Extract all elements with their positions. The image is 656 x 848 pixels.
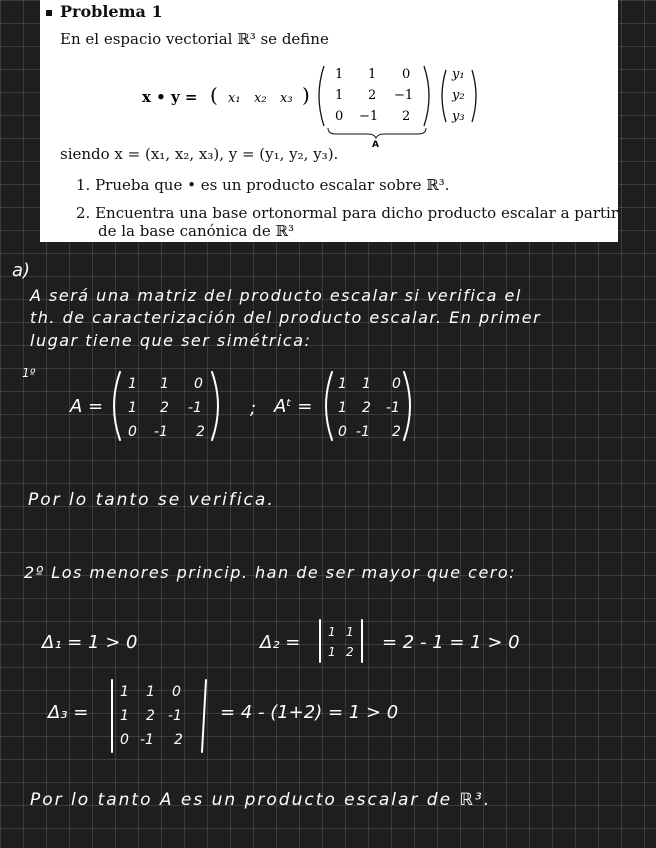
d2-cell: 1: [346, 625, 354, 639]
d3-cell: 1: [120, 708, 129, 724]
note-line-3: lugar tiene que ser simétrica:: [30, 331, 312, 350]
matrix-cell: 1: [368, 67, 377, 82]
bullet-icon: [46, 10, 52, 16]
problem-intro: En el espacio vectorial ℝ³ se define: [60, 30, 329, 48]
matrix-cell: 0: [402, 67, 411, 82]
at-cell: 0: [338, 424, 347, 440]
problem-statement: [40, 0, 618, 242]
a-cell: 2: [160, 400, 169, 416]
a-cell: 0: [128, 424, 137, 440]
a-cell: 1: [128, 376, 137, 392]
conclusion-symmetric: Por lo tanto se verifica.: [28, 490, 275, 510]
minor-d2-result: = 2 - 1 = 1 > 0: [382, 632, 520, 653]
d2-cell: 1: [328, 625, 336, 639]
matrix-right-paren: [424, 66, 429, 126]
separator: ;: [250, 398, 257, 419]
underbrace: [328, 128, 426, 138]
d3-cell: 2: [146, 708, 155, 724]
at-left-paren: [326, 372, 332, 440]
a-right-paren: [212, 372, 218, 440]
matrix-label: A: [372, 140, 379, 148]
matrix-at-label: Aᵗ =: [274, 396, 313, 417]
inner-product-formula: [140, 58, 540, 148]
note-line-1: A será una matriz del producto escalar si verifica el: [30, 286, 522, 305]
matrix-cell: −1: [394, 88, 414, 103]
d2-cell: 2: [346, 645, 354, 659]
row-x3: x₃: [280, 91, 293, 106]
task-item-2: [76, 204, 618, 222]
minor-d3: [48, 676, 448, 756]
row-x2: x₂: [254, 91, 267, 106]
col-y2: y₂: [452, 88, 465, 103]
a-cell: 0: [194, 376, 203, 392]
at-cell: 1: [362, 376, 371, 392]
minor-d1: Δ₁ = 1 > 0: [42, 632, 138, 653]
paren-left: (: [210, 83, 218, 107]
task-item-1: [76, 176, 449, 194]
col-left-paren: [442, 70, 446, 122]
problem-title: Problema 1: [60, 2, 163, 21]
matrix-a-label: A =: [70, 396, 104, 417]
a-cell: 1: [160, 376, 169, 392]
at-right-paren: [404, 372, 410, 440]
task-text: Encuentra una base ortonormal para dicho producto escalar a partir: [95, 204, 618, 222]
minors-d1-d2: [42, 616, 552, 668]
at-cell: 2: [362, 400, 371, 416]
matrix-cell: 1: [335, 88, 344, 103]
task-num: 2.: [76, 204, 91, 222]
note-line-2: th. de caracterización del producto escalar. En primer: [30, 308, 542, 327]
at-cell: 0: [392, 376, 401, 392]
conclusion-final: Por lo tanto A es un producto escalar de ℝ³.: [30, 790, 492, 810]
d3-cell: 1: [120, 684, 129, 700]
minor-d3-result: = 4 - (1+2) = 1 > 0: [220, 702, 399, 723]
d2-cell: 1: [328, 645, 336, 659]
d3-cell: -1: [140, 732, 154, 748]
minor-d2-label: Δ₂ =: [260, 632, 301, 653]
paren-right: ): [302, 83, 310, 107]
at-cell: -1: [356, 424, 370, 440]
task-num: 1.: [76, 176, 91, 194]
minor-d3-label: Δ₃ =: [48, 702, 89, 723]
a-cell: 1: [128, 400, 137, 416]
d3-cell: 2: [174, 732, 183, 748]
at-cell: 1: [338, 376, 347, 392]
formula-lhs: x • y =: [142, 88, 198, 106]
matrix-cell: 2: [402, 109, 411, 124]
d3-cell: 0: [120, 732, 129, 748]
col-y3: y₃: [452, 109, 465, 124]
matrix-cell: −1: [359, 109, 379, 124]
step-1-label: 1º: [22, 366, 36, 380]
d3-right-bar: [202, 680, 206, 752]
task-text: Prueba que • es un producto escalar sobre ℝ³.: [95, 176, 450, 194]
d3-cell: 0: [172, 684, 181, 700]
matrix-cell: 1: [335, 67, 344, 82]
matrix-cell: 0: [335, 109, 344, 124]
d3-cell: -1: [168, 708, 182, 724]
step-2-line: 2º Los menores princip. han de ser mayor que cero:: [24, 563, 517, 582]
d3-cell: 1: [146, 684, 155, 700]
a-left-paren: [114, 372, 120, 440]
a-cell: -1: [154, 424, 168, 440]
row-x1: x₁: [228, 91, 241, 106]
a-cell: -1: [188, 400, 202, 416]
symmetry-matrices: [70, 368, 430, 448]
at-cell: 1: [338, 400, 347, 416]
at-cell: 2: [392, 424, 401, 440]
task-item-2-cont: de la base canónica de ℝ³: [98, 222, 294, 240]
definition-siendo: siendo x = (x₁, x₂, x₃), y = (y₁, y₂, y₃).: [60, 145, 339, 163]
matrix-cell: 2: [368, 88, 377, 103]
part-label: a): [12, 260, 31, 281]
matrix-left-paren: [319, 66, 324, 126]
at-cell: -1: [386, 400, 400, 416]
a-cell: 2: [196, 424, 205, 440]
col-y1: y₁: [452, 67, 465, 82]
problem-heading: [46, 2, 163, 21]
col-right-paren: [472, 70, 476, 122]
